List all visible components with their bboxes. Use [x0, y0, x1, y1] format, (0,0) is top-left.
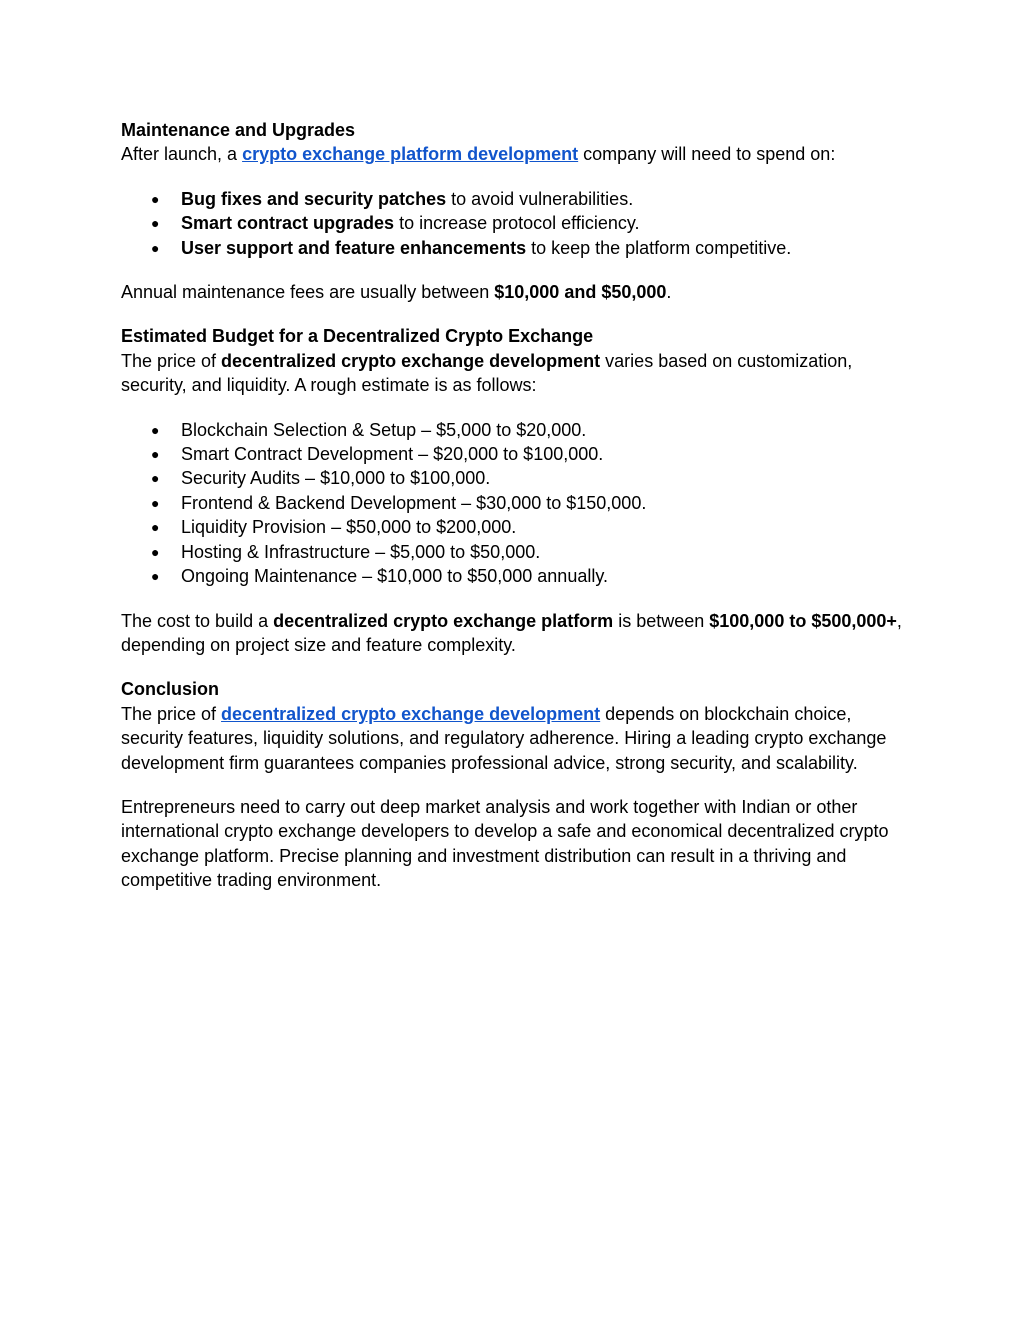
summary-text-end: , depending on project size and feature complexity. — [121, 610, 902, 655]
summary-amount: $100,000 to $500,000+ — [709, 610, 897, 631]
budget-intro-bold: decentralized crypto exchange development — [221, 350, 601, 371]
summary-bold: decentralized crypto exchange platform — [273, 610, 614, 631]
maintenance-list — [121, 187, 911, 260]
list-item — [121, 491, 911, 515]
list-item — [121, 515, 911, 539]
budget-list — [121, 418, 911, 589]
maintenance-heading: Maintenance and Upgrades — [121, 120, 356, 140]
fees-text: Annual maintenance fees are usually between — [121, 282, 495, 303]
list-item-text: to keep the platform competitive. — [526, 237, 792, 258]
bullet-icon: ● — [151, 190, 160, 207]
list-item — [121, 236, 911, 260]
bullet-icon: ● — [151, 519, 160, 536]
fees-text-end: . — [666, 282, 672, 303]
list-item — [121, 187, 911, 211]
conclusion-text: The price of — [121, 703, 222, 724]
maintenance-intro-text-end: company will need to spend on: — [578, 144, 836, 165]
bullet-icon: ● — [151, 421, 160, 438]
budget-intro-text-end: varies based on customization, security, and liquidity. A rough estimate is as follows: — [121, 350, 853, 396]
bullet-icon: ● — [151, 215, 160, 232]
list-item-text: to increase protocol efficiency. — [394, 213, 640, 234]
list-item-text: Frontend & Backend Development – $30,000 to $150,000. — [181, 492, 647, 513]
maintenance-fees — [121, 280, 911, 304]
budget-intro-text: The price of — [121, 350, 222, 371]
maintenance-section — [121, 118, 911, 167]
list-item — [121, 540, 911, 564]
budget-summary — [121, 609, 911, 658]
list-item-text: Blockchain Selection & Setup – $5,000 to $20,000. — [181, 419, 587, 440]
bullet-icon: ● — [151, 494, 160, 511]
list-item — [121, 466, 911, 490]
conclusion-paragraph-2: Entrepreneurs need to carry out deep market analysis and work together with Indian or other international crypto exchange developers to develop a safe and economical decentralized crypto exchange platform. Precise planning and investment distribution can result in a thriving and competitive trading environment. — [121, 796, 889, 891]
list-item-text: Liquidity Provision – $50,000 to $200,000. — [181, 517, 517, 538]
decentralized-crypto-exchange-development-link[interactable]: decentralized crypto exchange development — [221, 703, 601, 724]
conclusion-text-end: depends on blockchain choice, security features, liquidity solutions, and regulatory adherence. Hiring a leading crypto exchange development firm guarantees companies professional advice, strong security, and scalability. — [121, 703, 887, 773]
budget-heading: Estimated Budget for a Decentralized Crypto Exchange — [121, 326, 594, 347]
list-item-text: Smart Contract Development – $20,000 to $100,000. — [181, 444, 604, 465]
list-item-bold: Smart contract upgrades — [181, 213, 395, 234]
list-item-text: to avoid vulnerabilities. — [446, 188, 634, 209]
bullet-icon: ● — [151, 446, 160, 463]
crypto-exchange-platform-development-link[interactable]: crypto exchange platform development — [242, 144, 579, 165]
budget-intro — [121, 349, 911, 398]
list-item — [121, 418, 911, 442]
maintenance-intro-text: After launch, a — [121, 144, 243, 165]
list-item-text: Security Audits – $10,000 to $100,000. — [181, 468, 491, 489]
list-item-bold: Bug fixes and security patches — [181, 188, 447, 209]
list-item-text: Ongoing Maintenance – $10,000 to $50,000 annually. — [181, 566, 608, 587]
summary-text: The cost to build a — [121, 610, 274, 631]
list-item-text: Hosting & Infrastructure – $5,000 to $50,000. — [181, 541, 541, 562]
bullet-icon: ● — [151, 470, 160, 487]
maintenance-intro — [121, 142, 911, 166]
list-item — [121, 211, 911, 235]
bullet-icon: ● — [151, 543, 160, 560]
list-item — [121, 442, 911, 466]
document-page — [121, 118, 911, 913]
conclusion-paragraph-1 — [121, 702, 911, 775]
list-item — [121, 564, 911, 588]
list-item-bold: User support and feature enhancements — [181, 237, 527, 258]
conclusion-section — [121, 677, 911, 775]
fees-amount: $10,000 and $50,000 — [494, 282, 667, 303]
bullet-icon: ● — [151, 568, 160, 585]
budget-section — [121, 324, 911, 397]
bullet-icon: ● — [151, 239, 160, 256]
summary-text-mid: is between — [613, 610, 710, 631]
conclusion-heading: Conclusion — [121, 679, 219, 700]
